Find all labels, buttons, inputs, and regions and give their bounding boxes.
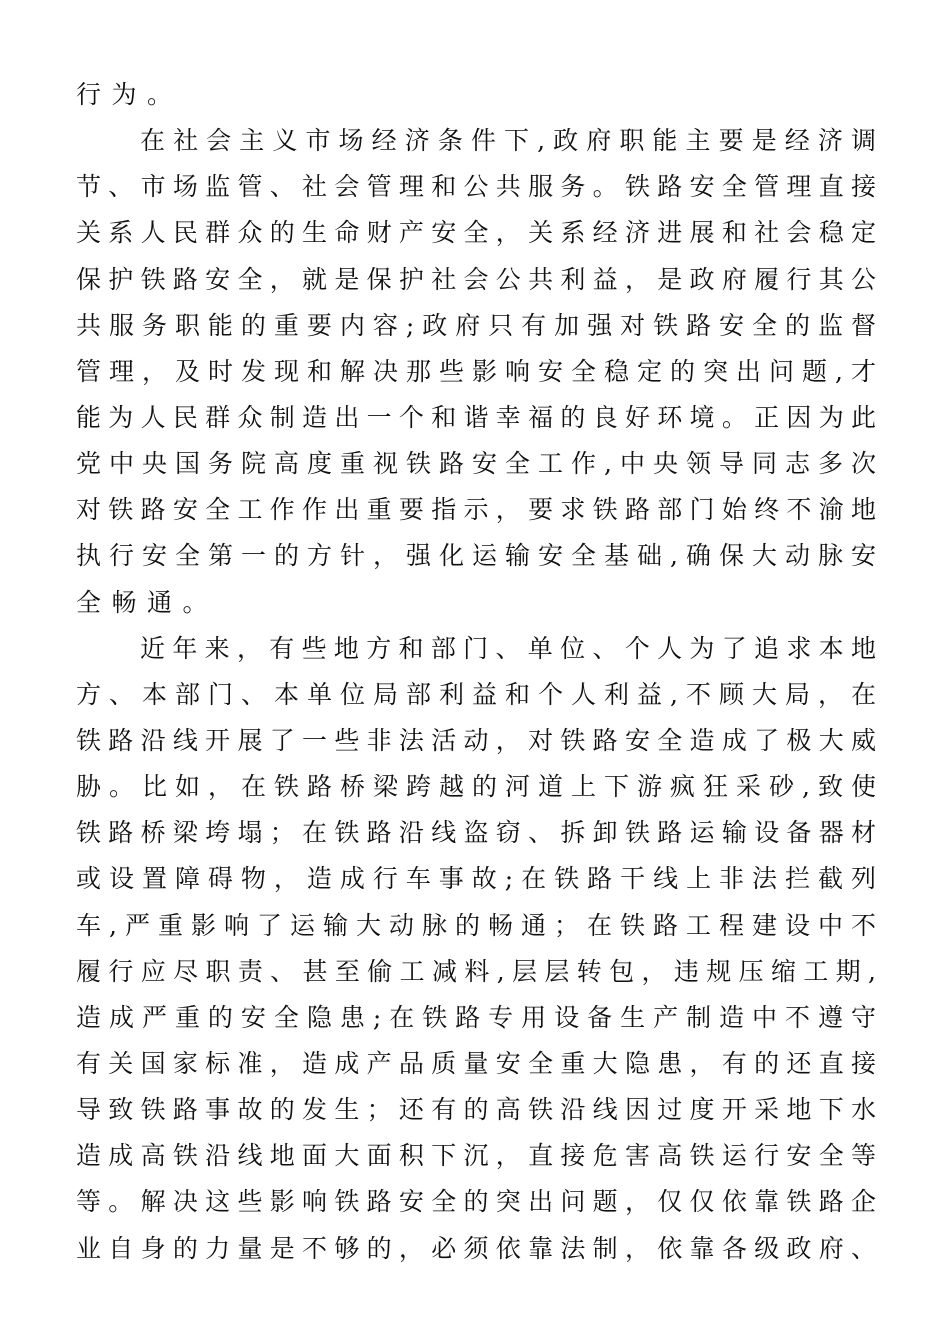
text-line [76,72,876,118]
text-line-content: 造成高铁沿线地面大面积下沉，直接危害高铁运行安全等 [76,1141,876,1171]
text-line [76,257,876,303]
text-line-content: 关系人民群众的生命财产安全，关系经济进展和社会稳定 [76,218,876,248]
text-line-content: 近年来，有些地方和部门、单位、个人为了追求本地 [140,633,876,663]
text-line-content: 全畅通。 [76,587,219,617]
text-line [76,856,876,902]
text-line-content: 铁路桥梁垮塌；在铁路沿线盗窃、拆卸铁路运输设备器材 [76,818,876,848]
text-line [76,1179,876,1225]
text-line-content: 胁。比如，在铁路桥梁跨越的河道上下游疯狂采砂,致使 [76,772,876,802]
text-line [76,533,876,579]
text-line [76,718,876,764]
text-line-content: 共服务职能的重要内容;政府只有加强对铁路安全的监督 [76,310,876,340]
text-line-content: 等。解决这些影响铁路安全的突出问题，仅仅依靠铁路企 [76,1187,876,1217]
text-line [76,1133,876,1179]
text-line [76,395,876,441]
text-line [76,487,876,533]
text-line-content: 执行安全第一的方针，强化运输安全基础,确保大动脉安 [76,541,876,571]
text-line [76,1087,876,1133]
text-line [76,672,876,718]
text-line-content: 方、本部门、本单位局部利益和个人利益,不顾大局，在 [76,679,876,709]
text-line [76,349,876,395]
text-line-content: 党中央国务院高度重视铁路安全工作,中央领导同志多次 [76,449,876,479]
text-line [76,764,876,810]
text-line [76,1226,876,1272]
document-body [76,72,876,1272]
text-line-content: 有关国家标准，造成产品质量安全重大隐患，有的还直接 [76,1048,876,1078]
text-line-content: 管理，及时发现和解决那些影响安全稳定的突出问题,才 [76,356,876,386]
text-line [76,164,876,210]
text-line-content: 业自身的力量是不够的，必须依靠法制，依靠各级政府、 [76,1233,876,1263]
text-line [76,949,876,995]
text-line-content: 节、市场监管、社会管理和公共服务。铁路安全管理直接 [76,172,876,202]
text-line [76,303,876,349]
text-line-content: 造成严重的安全隐患;在铁路专用设备生产制造中不遵守 [76,1002,876,1032]
text-line-content: 保护铁路安全，就是保护社会公共利益，是政府履行其公 [76,264,876,294]
text-line [76,441,876,487]
text-line-content: 能为人民群众制造出一个和谐幸福的良好环境。正因为此 [76,402,876,432]
text-line-content: 导致铁路事故的发生；还有的高铁沿线因过度开采地下水 [76,1095,876,1125]
text-line-content: 对铁路安全工作作出重要指示，要求铁路部门始终不渝地 [76,495,876,525]
text-line-content: 履行应尽职责、甚至偷工减料,层层转包，违规压缩工期, [76,956,876,986]
text-line [76,210,876,256]
text-line-content: 或设置障碍物，造成行车事故;在铁路干线上非法拦截列 [76,864,876,894]
text-line [76,118,876,164]
text-line [76,903,876,949]
text-line [76,995,876,1041]
text-line [76,1041,876,1087]
text-line-content: 行为。 [76,80,183,109]
text-line [76,810,876,856]
text-line-content: 铁路沿线开展了一些非法活动，对铁路安全造成了极大威 [76,725,876,755]
text-line [76,626,876,672]
text-line-content: 在社会主义市场经济条件下,政府职能主要是经济调 [140,126,876,156]
text-line [76,580,876,626]
text-line-content: 车,严重影响了运输大动脉的畅通；在铁路工程建设中不 [76,910,876,940]
